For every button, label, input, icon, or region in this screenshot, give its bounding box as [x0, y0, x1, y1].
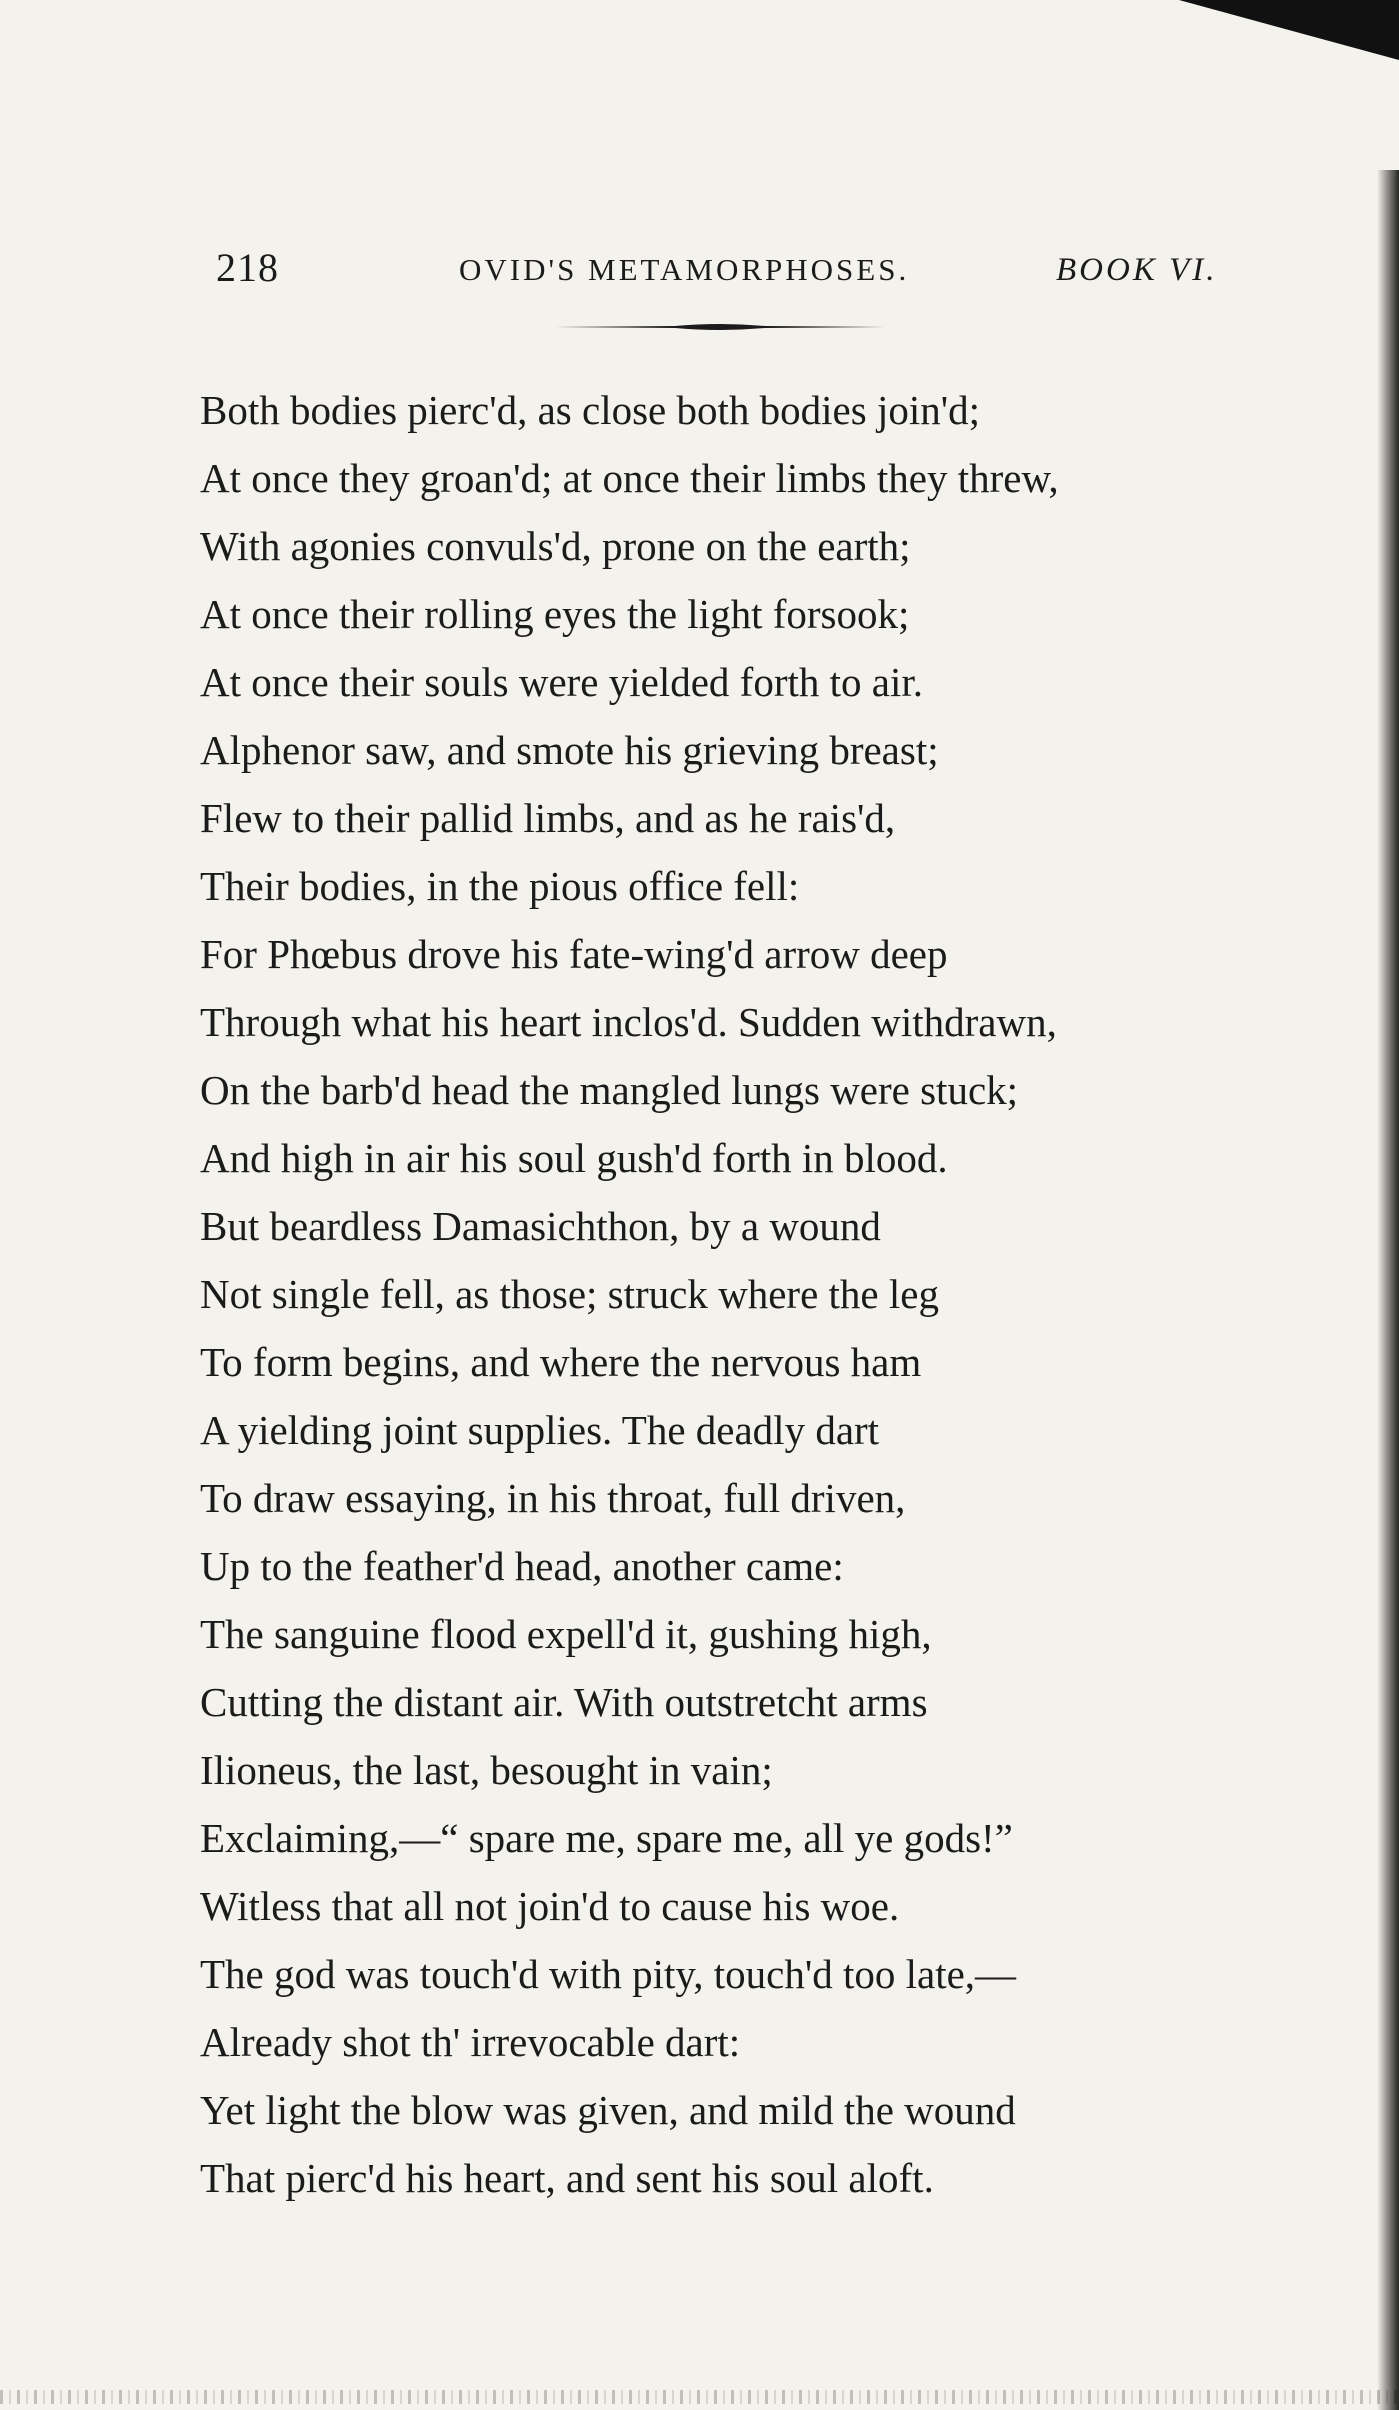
verse-line: Through what his heart inclos'd. Sudden withdrawn,: [200, 999, 1057, 1045]
verse-line: That pierc'd his heart, and sent his soul aloft.: [200, 2155, 934, 2201]
page-number: 218: [216, 245, 279, 290]
verse-block: [200, 376, 1240, 2212]
verse-line: But beardless Damasichthon, by a wound: [200, 1203, 881, 1249]
verse-line: To form begins, and where the nervous ham: [200, 1339, 922, 1385]
scan-noise-strip: [0, 2390, 1399, 2404]
running-title: OVID'S METAMORPHOSES.: [459, 252, 910, 287]
verse-line: For Phœbus drove his fate-wing'd arrow deep: [200, 931, 948, 977]
verse-line: At once their souls were yielded forth to air.: [200, 659, 923, 705]
verse-line: Alphenor saw, and smote his grieving breast;: [200, 727, 939, 773]
verse-line: A yielding joint supplies. The deadly dart: [200, 1407, 880, 1453]
verse-line: At once they groan'd; at once their limbs they threw,: [200, 455, 1059, 501]
header-rule: [555, 322, 885, 332]
verse-line: Yet light the blow was given, and mild the wound: [200, 2087, 1016, 2133]
verse-line: The sanguine flood expell'd it, gushing high,: [200, 1611, 932, 1657]
verse-line: On the barb'd head the mangled lungs were stuck;: [200, 1067, 1019, 1113]
verse-line: Already shot th' irrevocable dart:: [200, 2019, 741, 2065]
verse-line: Flew to their pallid limbs, and as he rais'd,: [200, 795, 896, 841]
verse-line: Their bodies, in the pious office fell:: [200, 863, 800, 909]
verse-line: Cutting the distant air. With outstretcht arms: [200, 1679, 928, 1725]
book-label: BOOK VI.: [1056, 252, 1218, 288]
verse-line: Exclaiming,—“ spare me, spare me, all ye gods!”: [200, 1815, 1013, 1861]
verse-line: With agonies convuls'd, prone on the earth;: [200, 523, 911, 569]
verse-line: Ilioneus, the last, besought in vain;: [200, 1747, 773, 1793]
verse-line: The god was touch'd with pity, touch'd too late,—: [200, 1951, 1017, 1997]
verse-line: Not single fell, as those; struck where the leg: [200, 1271, 939, 1317]
verse-line: To draw essaying, in his throat, full driven,: [200, 1475, 906, 1521]
verse-line: Both bodies pierc'd, as close both bodies join'd;: [200, 387, 981, 433]
verse-line: At once their rolling eyes the light forsook;: [200, 591, 910, 637]
verse-line: Witless that all not join'd to cause his woe.: [200, 1883, 900, 1929]
verse-line: Up to the feather'd head, another came:: [200, 1543, 844, 1589]
running-header: [216, 244, 1226, 304]
page-edge-shadow: [1377, 170, 1399, 2410]
page-corner-shadow: [1179, 0, 1399, 60]
verse-line: And high in air his soul gush'd forth in blood.: [200, 1135, 948, 1181]
